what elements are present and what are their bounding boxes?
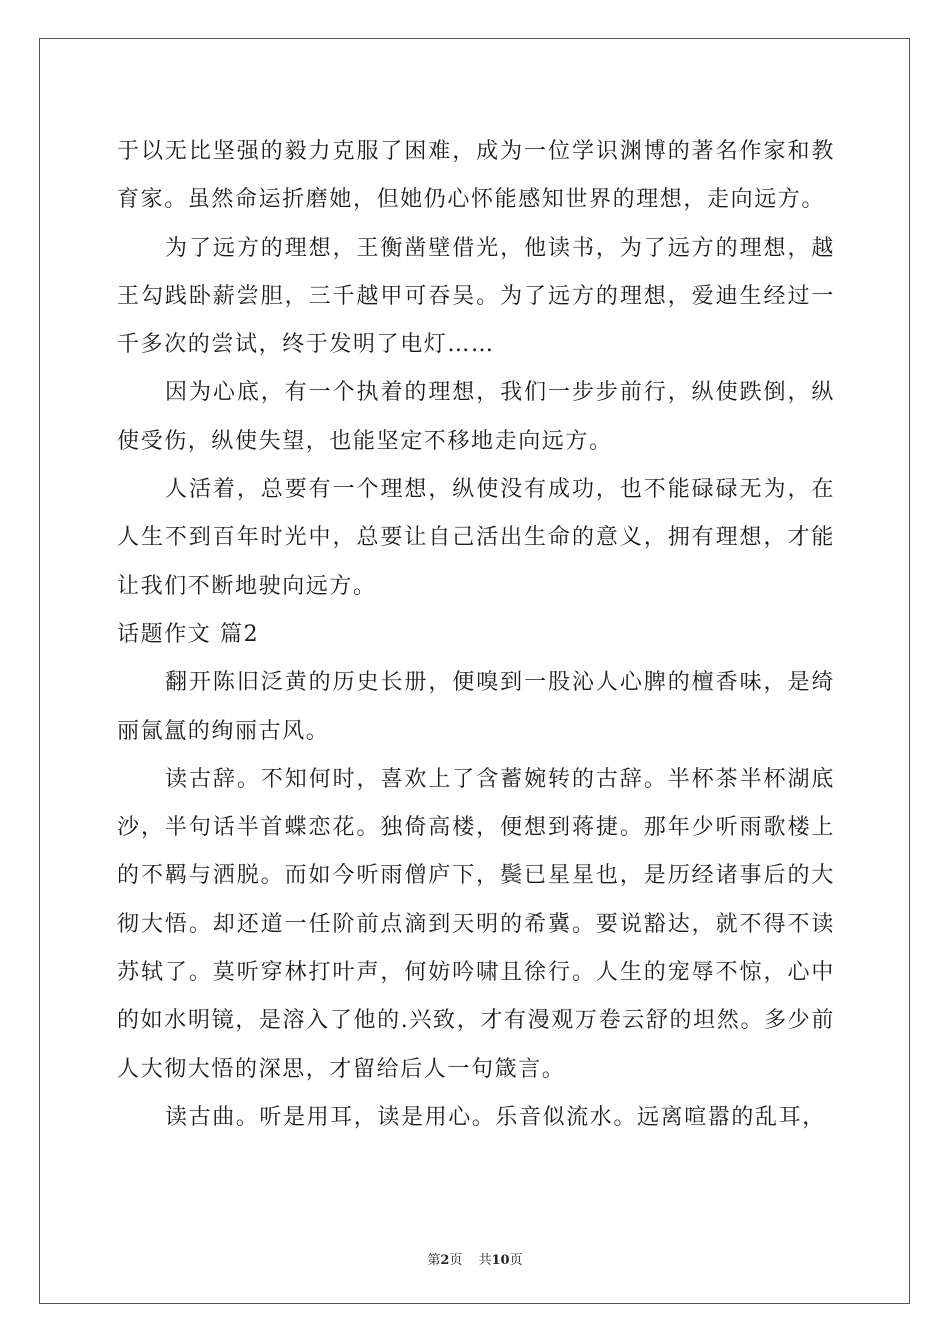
page-suffix: 页: [449, 1253, 463, 1268]
page-footer: [0, 1249, 950, 1268]
page-number: 2: [440, 1253, 450, 1268]
section-heading: 话题作文 篇2: [117, 621, 260, 647]
total-prefix: 共: [478, 1253, 492, 1268]
document-body: [117, 128, 835, 1142]
total-suffix: 页: [509, 1253, 523, 1268]
paragraph: 为了远方的理想，王衡凿壁借光，他读书，为了远方的理想，越王勾践卧薪尝胆，三千越甲可吞吴。为了远方的理想，爱迪生经过一千多次的尝试，终于发明了电灯……: [117, 235, 835, 358]
paragraph: 因为心底，有一个执着的理想，我们一步步前行，纵使跌倒，纵使受伤，纵使失望，也能坚定不移地走向远方。: [117, 380, 835, 454]
paragraph: 读古曲。听是用耳，读是用心。乐音似流水。远离喧嚣的乱耳，: [165, 1104, 826, 1130]
paragraph: 翻开陈旧泛黄的历史长册，便嗅到一股沁人心脾的檀香味，是绮丽氤氲的绚丽古风。: [117, 670, 835, 744]
paragraph: 人活着，总要有一个理想，纵使没有成功，也不能碌碌无为，在人生不到百年时光中，总要让自己活出生命的意义，拥有理想，才能让我们不断地驶向远方。: [117, 477, 835, 599]
page-prefix: 第: [427, 1253, 441, 1268]
paragraph: 于以无比坚强的毅力克服了困难，成为一位学识渊博的著名作家和教育家。虽然命运折磨她，但她仍心怀能感知世界的理想，走向远方。: [117, 139, 835, 213]
total-pages: 10: [491, 1253, 510, 1268]
paragraph: 读古辞。不知何时，喜欢上了含蓄婉转的古辞。半杯茶半杯湖底沙，半句话半首蝶恋花。独倚高楼，便想到蒋捷。那年少听雨歌楼上的不羁与洒脱。而如今听雨僧庐下，鬓已星星也，是历经诸事后的大彻大悟。却还道一任阶前点滴到天明的希冀。要说豁达，就不得不读苏轼了。莫听穿林打叶声，何妨吟啸且徐行。人生的宠辱不惊，心中的如水明镜，是溶入了他的.兴致，才有漫观万卷云舒的坦然。多少前人大彻大悟的深思，才留给后人一句箴言。: [117, 766, 835, 1082]
